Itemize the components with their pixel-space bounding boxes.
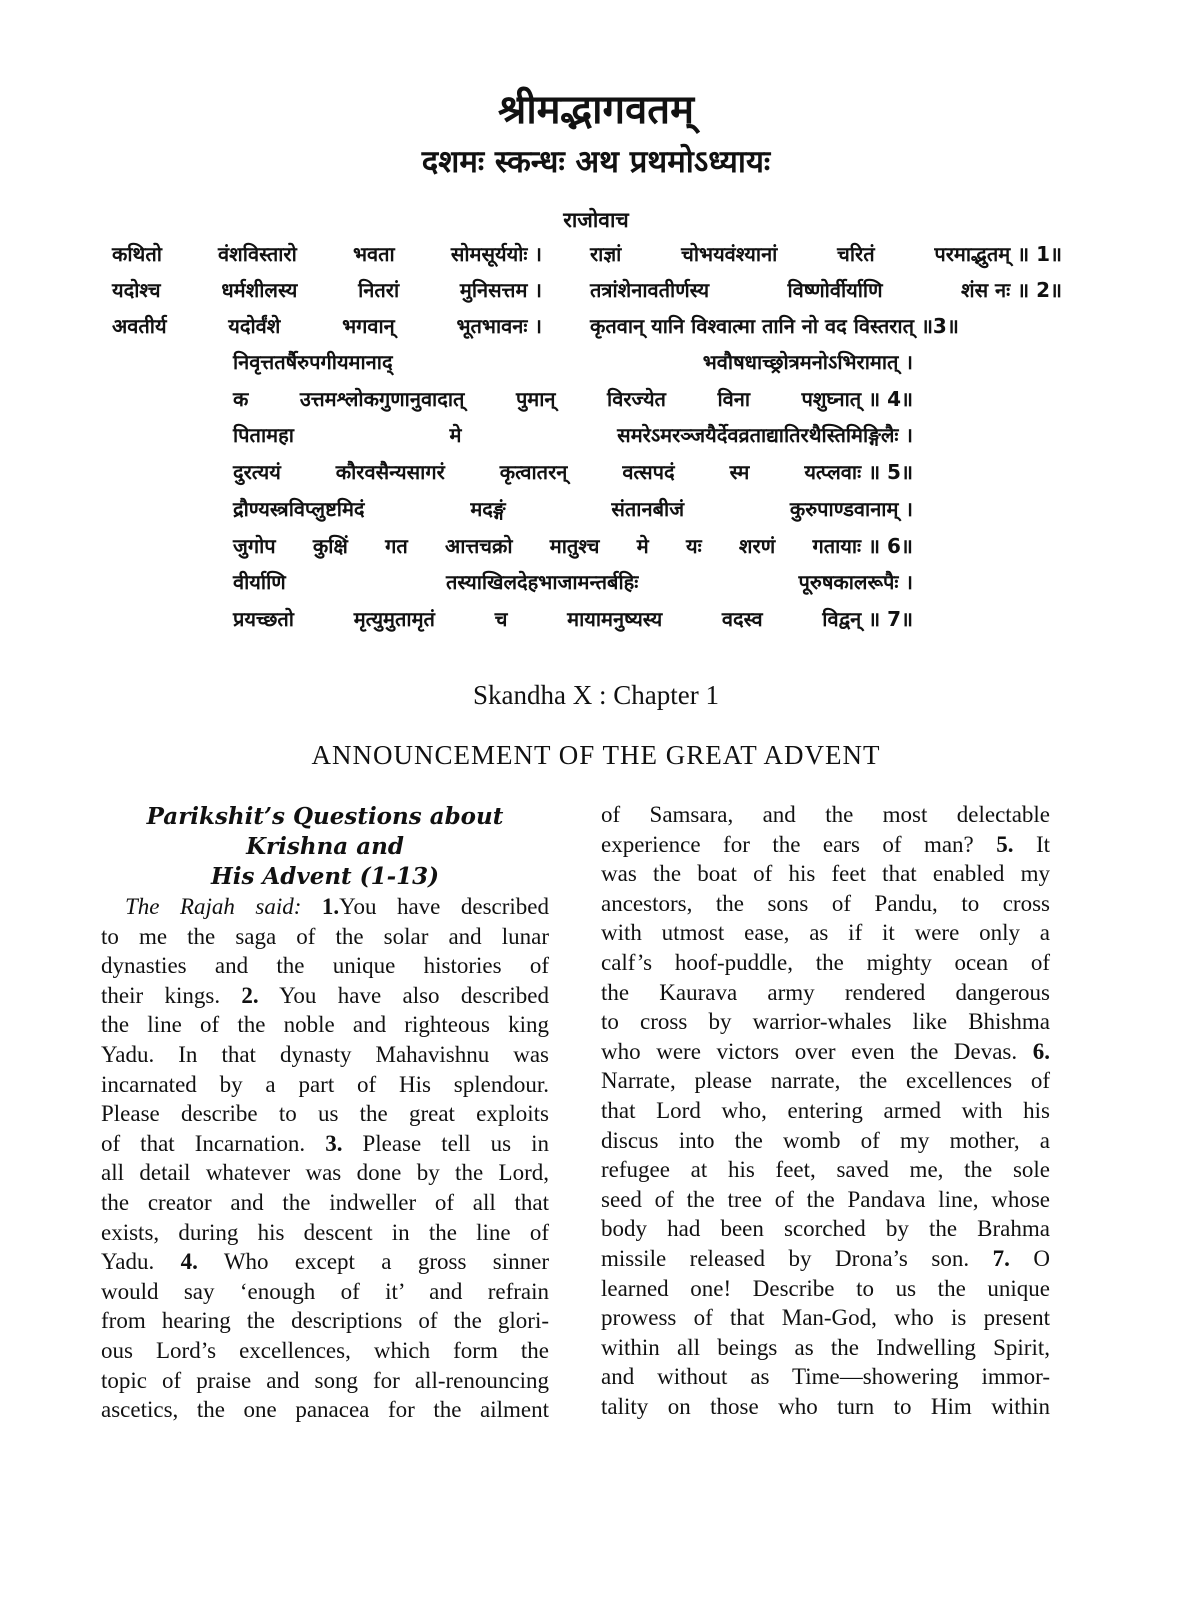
verse-word: विरज्येत [607, 386, 666, 411]
verse-word: गत [385, 533, 408, 558]
text-line [601, 889, 1050, 919]
line-text: Who except a gross sinner [197, 1249, 549, 1275]
verse-half [112, 240, 542, 267]
line-text: all detail whatever was done by the Lord, [101, 1160, 549, 1186]
verse-number: 3. [325, 1130, 343, 1156]
verse-word: विद्वन् ॥ 7॥ [822, 606, 913, 631]
text-line [101, 981, 549, 1011]
text-line [601, 1066, 1050, 1096]
verse-word: पशुघ्नात् ॥ 4॥ [801, 386, 913, 411]
section-title [101, 802, 549, 892]
text-line [101, 1070, 549, 1100]
verse-word: सोमसूर्ययोः । [450, 242, 542, 266]
text-line [101, 1395, 549, 1425]
right-column-text [601, 800, 1050, 1421]
line-text: the Kaurava army rendered dangerous [601, 979, 1050, 1005]
text-line [601, 830, 1050, 860]
verse-word: भवौषधाच्छ्रोत्रमनोऽभिरामात् । [702, 350, 913, 374]
verse-word: कृतवान् यानि विश्वात्मा तानि नो वद विस्तरात् ॥3॥ [590, 314, 959, 338]
verse-line [233, 458, 913, 488]
verse-number: 5. [996, 831, 1014, 857]
line-text: of Samsara, and the most delectable [601, 802, 1050, 827]
line-text: It [1013, 831, 1050, 857]
verse-word: कुरुपाण्डवानाम् । [789, 496, 913, 521]
verse-word: पुमान् [515, 386, 556, 411]
verse-word: चोभयवंश्यानां [681, 242, 778, 266]
line-text: missile released by Drona’s son. [601, 1245, 993, 1271]
line-text: with utmost ease, as if it were only a [601, 920, 1050, 946]
chapter-line: Skandha X : Chapter 1 [473, 680, 719, 710]
verse-word: मे [449, 423, 462, 448]
text-line [101, 922, 549, 952]
text-line [101, 1010, 549, 1040]
text-line [101, 1188, 549, 1218]
text-line [101, 1040, 549, 1070]
verse-word: धर्मशीलस्य [221, 278, 298, 302]
line-text: O [1009, 1245, 1050, 1271]
verse-word: पूरुषकालरूपैः । [798, 570, 913, 595]
verse-half [112, 312, 542, 339]
text-line [101, 1336, 549, 1366]
text-line [601, 1155, 1050, 1185]
text-line [601, 1185, 1050, 1215]
line-text: Yadu. In that dynasty Mahavishnu was [101, 1041, 549, 1067]
sanskrit-subtitle: दशमः स्कन्धः अथ प्रथमोऽध्यायः [421, 144, 771, 180]
text-line [601, 978, 1050, 1008]
line-text: topic of praise and song for all-renouncing [101, 1367, 549, 1393]
text-line [601, 948, 1050, 978]
text-line [101, 1218, 549, 1248]
line-text: to me the saga of the solar and lunar [101, 923, 549, 949]
verse-number: 2. [241, 982, 259, 1008]
verse-word: समरेऽमरञ्जयैर्देवव्रताद्यातिरथैस्तिमिङ्गिलैः । [617, 423, 913, 448]
section-title-line: Parikshit’s Questions about Krishna and [146, 803, 504, 860]
text-line [101, 1306, 549, 1336]
verse-word: नितरां [358, 278, 400, 302]
chapter-heading: ANNOUNCEMENT OF THE GREAT ADVENT [311, 740, 881, 770]
verse-half [112, 276, 542, 303]
text-line [601, 1096, 1050, 1126]
line-text: who were victors over even the Devas. [601, 1038, 1033, 1064]
text-line [101, 892, 549, 922]
text-line [601, 1037, 1050, 1067]
verse-word: जुगोप [233, 533, 276, 558]
verse-word: यः [686, 533, 702, 558]
verse-number: 4. [180, 1249, 198, 1275]
verse-word: यदोश्च [112, 278, 161, 302]
verse-word: वंशविस्तारो [218, 242, 297, 266]
text-line [601, 918, 1050, 948]
text-line [601, 1362, 1050, 1392]
verse-word: चरितं [837, 242, 875, 266]
line-text: prowess of that Man-God, who is present [601, 1305, 1050, 1331]
verse-line [233, 605, 913, 635]
line-text: from hearing the descriptions of the glori- [101, 1308, 549, 1334]
text-line [101, 1129, 549, 1159]
verse-word: कृत्वातरन् [499, 460, 568, 485]
verse-word: यत्प्लवाः ॥ 5॥ [804, 460, 913, 485]
text-line [601, 1392, 1050, 1422]
line-text: within all beings as the Indwelling Spirit, [601, 1334, 1050, 1360]
line-text: body had been scorched by the Brahma [601, 1216, 1050, 1242]
verse-word: मदङ्गं [470, 496, 506, 521]
left-column-text [101, 892, 549, 1425]
verse-half [590, 276, 1062, 303]
line-text: incarnated by a part of His splendour. [101, 1071, 549, 1097]
line-text: You have also described [258, 982, 549, 1008]
verse-word: तत्रांशेनावतीर्णस्य [590, 278, 710, 302]
verse-word: स्म [729, 460, 750, 485]
verse-word: आत्तचक्रो [445, 533, 513, 558]
line-text: Please describe to us the great exploits [101, 1101, 549, 1127]
line-text: their kings. [101, 982, 242, 1008]
verse-word: मुनिसत्तम । [459, 278, 542, 302]
verse-word: भगवान् [342, 314, 395, 338]
verse-word: दुरत्ययं [233, 460, 281, 485]
line-text: of that Incarnation. [101, 1130, 326, 1156]
verse-word: कुक्षिं [312, 533, 348, 558]
verse-row [112, 240, 1062, 270]
text-line [601, 800, 1050, 830]
verse-number: 7. [992, 1245, 1010, 1271]
line-text: seed of the tree of the Pandava line, whose [601, 1186, 1050, 1212]
text-line [601, 859, 1050, 889]
verse-word: निवृत्ततर्षैरुपगीयमानाद् [233, 350, 393, 374]
line-text: the line of the noble and righteous king [101, 1012, 549, 1038]
verse-half [590, 312, 1062, 339]
verse-word: संतानबीजं [611, 496, 685, 521]
verse-word: द्रौण्यस्त्रविप्लुष्टमिदं [233, 496, 365, 521]
verse-word: अवतीर्य [112, 314, 167, 338]
text-line [101, 1247, 549, 1277]
verse-word: क [233, 386, 249, 411]
verse-word: वत्सपदं [622, 460, 675, 485]
verse-number: 1. [301, 894, 340, 919]
line-text: was the boat of his feet that enabled my [601, 861, 1050, 887]
line-text: Yadu. [101, 1249, 181, 1275]
line-text: ascetics, the one panacea for the ailment [101, 1397, 549, 1423]
verse-word: विना [717, 386, 751, 411]
line-text: ous Lord’s excellences, which form the [101, 1337, 549, 1363]
speaker-name: The Rajah said: [125, 894, 302, 919]
text-line [101, 1099, 549, 1129]
line-text: the creator and the indweller of all that [101, 1189, 549, 1215]
line-text: refugee at his feet, saved me, the sole [601, 1157, 1050, 1183]
text-line [101, 1366, 549, 1396]
line-text: that Lord who, entering armed with his [601, 1097, 1050, 1123]
verse-word: राज्ञां [590, 242, 622, 266]
verse-word: भवता [352, 242, 395, 266]
text-line [601, 1214, 1050, 1244]
text-line [101, 1158, 549, 1188]
line-text: Narrate, please narrate, the excellences of [601, 1068, 1050, 1094]
line-text: discus into the womb of my mother, a [601, 1127, 1050, 1153]
verse-line [233, 421, 913, 451]
verse-line [233, 495, 913, 525]
text-line [601, 1274, 1050, 1304]
verse-word: प्रयच्छतो [233, 606, 294, 631]
verse-word: उत्तमश्लोकगुणानुवादात् [299, 386, 465, 411]
verse-word: कौरवसैन्यसागरं [335, 460, 445, 485]
text-line [601, 1333, 1050, 1363]
line-text: tality on those who turn to Him within [601, 1393, 1050, 1419]
line-text: experience for the ears of man? [601, 831, 997, 857]
text-line [601, 1007, 1050, 1037]
verse-row [112, 312, 1062, 342]
verse-word: च [494, 606, 508, 631]
verse-number: 6. [1032, 1038, 1050, 1064]
verse-word: यदोर्वंशे [228, 314, 281, 338]
verse-word: मे [636, 533, 649, 558]
line-text: would say ‘enough of it’ and refrain [101, 1278, 549, 1304]
text-line [601, 1126, 1050, 1156]
verse-word: वदस्व [721, 606, 763, 631]
text-line [601, 1303, 1050, 1333]
line-text: learned one! Describe to us the unique [601, 1275, 1050, 1301]
verse-word: तस्याखिलदेहभाजामन्तर्बहिः [445, 570, 639, 595]
verse-line [233, 568, 913, 598]
verse-word: परमाद्भुतम् ॥ 1॥ [934, 242, 1062, 266]
verse-line [233, 385, 913, 415]
verse-line [233, 532, 913, 562]
line-text: exists, during his descent in the line of [101, 1219, 549, 1245]
text-line [101, 951, 549, 981]
text-line [601, 1244, 1050, 1274]
verse-line [233, 348, 913, 378]
line-text: calf’s hoof-puddle, the mighty ocean of [601, 949, 1050, 975]
line-text: ancestors, the sons of Pandu, to cross [601, 890, 1050, 916]
speaker-label: राजोवाच [563, 208, 629, 232]
line-text: to cross by warrior-whales like Bhishma [601, 1009, 1050, 1035]
line-text: Please tell us in [342, 1130, 549, 1156]
text-line [101, 1277, 549, 1307]
verse-word: कथितो [112, 242, 162, 266]
line-text: and without as Time—showering immor- [601, 1364, 1050, 1390]
verse-word: मृत्युमुतामृतं [353, 606, 435, 631]
section-title-line: His Advent (1-13) [210, 863, 440, 890]
verse-word: विष्णोर्वीर्याणि [787, 278, 883, 302]
line-text: dynasties and the unique histories of [101, 953, 549, 979]
verse-word: पितामहा [233, 423, 294, 448]
verse-word: मातुश्च [549, 533, 600, 558]
verse-word: मायामनुष्यस्य [567, 606, 663, 631]
verse-word: वीर्याणि [233, 570, 286, 595]
verse-half [590, 240, 1062, 267]
verse-row [112, 276, 1062, 306]
line-text: You have described [339, 894, 549, 919]
sanskrit-title: श्रीमद्भागवतम् [498, 87, 694, 133]
verse-word: शंस नः ॥ 2॥ [960, 278, 1062, 302]
verse-word: शरणं [738, 533, 776, 558]
verse-word: गतायाः ॥ 6॥ [812, 533, 913, 558]
verse-word: भूतभावनः । [456, 314, 542, 338]
